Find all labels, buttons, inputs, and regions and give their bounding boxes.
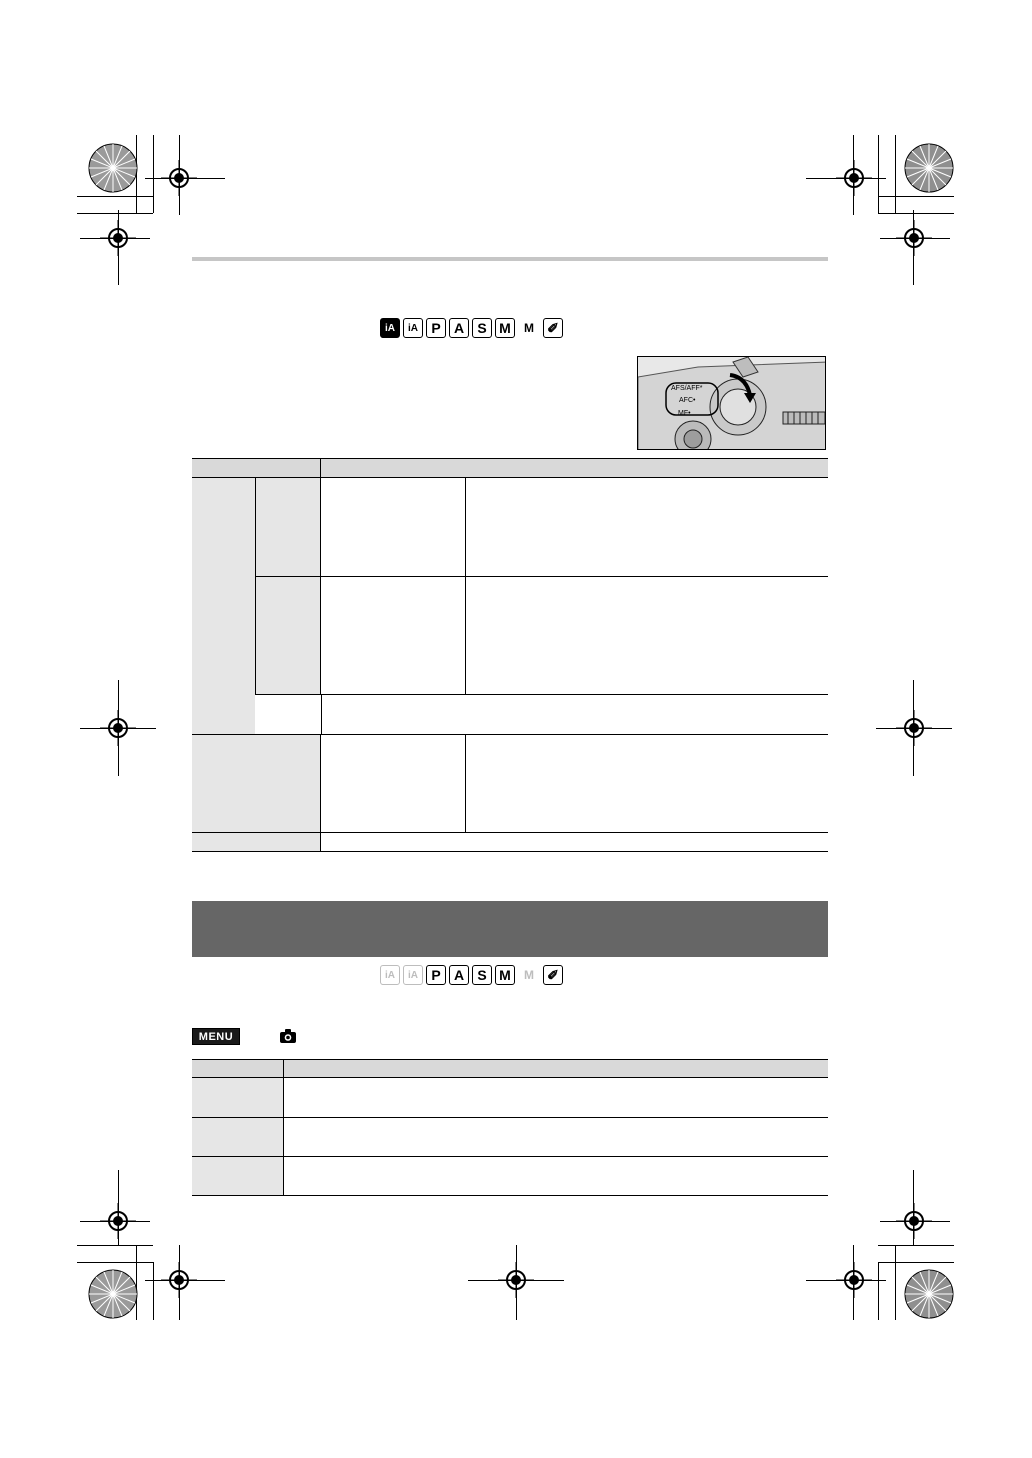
crop-mark — [878, 1262, 879, 1320]
registration-mark-icon — [161, 1262, 197, 1298]
table-header-divider — [192, 459, 321, 478]
table-row-cell — [321, 478, 466, 577]
lever-label-afs: AFS/AFF* — [671, 385, 703, 392]
crop-mark — [77, 213, 153, 214]
crop-mark — [77, 1245, 153, 1246]
mode-intelligent-auto-plus-icon: iA — [403, 318, 423, 338]
crop-mark — [153, 135, 154, 213]
mode-m-icon: M — [495, 318, 515, 338]
crop-mark — [153, 1262, 154, 1320]
menu-button-icon: MENU — [192, 1028, 240, 1045]
crop-mark — [878, 1262, 954, 1263]
crop-mark — [77, 196, 153, 197]
color-rosette-icon — [903, 1268, 955, 1320]
crop-mark — [118, 210, 119, 285]
registration-mark-icon — [100, 710, 136, 746]
mode-p-icon: P — [426, 318, 446, 338]
table-row-divider — [255, 694, 321, 695]
table-row-label — [192, 478, 255, 734]
mode-m-icon: M — [495, 965, 515, 985]
camera-icon — [279, 1028, 297, 1044]
registration-mark-icon — [100, 1203, 136, 1239]
table-header-divider — [192, 1060, 284, 1078]
table-row-cell — [321, 695, 828, 735]
crop-mark — [895, 1245, 896, 1320]
focus-mode-lever-illustration — [637, 356, 826, 450]
table-row-label — [192, 833, 321, 852]
table-row-divider — [255, 576, 321, 577]
mode-p-icon: P — [426, 965, 446, 985]
table-row-sublabel — [255, 478, 321, 695]
recording-modes-bottom — [380, 965, 563, 987]
registration-mark-icon — [161, 160, 197, 196]
crop-mark — [913, 210, 914, 285]
mode-a-icon: A — [449, 318, 469, 338]
color-rosette-icon — [87, 1268, 139, 1320]
table-row-label — [192, 735, 321, 833]
table-row-label — [192, 1078, 284, 1118]
mode-s-icon: S — [472, 318, 492, 338]
crop-mark — [895, 135, 896, 213]
mode-creative-control-icon: ✐ — [543, 318, 563, 338]
crop-mark — [878, 196, 954, 197]
table-row-cell — [284, 1157, 828, 1196]
table-header-row — [192, 1059, 828, 1078]
table-row-label — [192, 1118, 284, 1157]
mode-s-icon: S — [472, 965, 492, 985]
table-row-cell — [466, 577, 828, 695]
table-row-cell — [321, 735, 466, 833]
table-row-cell — [284, 1118, 828, 1157]
registration-mark-icon — [498, 1262, 534, 1298]
table-row-cell — [466, 478, 828, 577]
color-rosette-icon — [903, 142, 955, 194]
table-row-cell — [321, 577, 466, 695]
mode-creative-video-icon: M — [524, 321, 534, 335]
mode-creative-video-icon: M — [524, 968, 534, 982]
mode-a-icon: A — [449, 965, 469, 985]
registration-mark-icon — [836, 1262, 872, 1298]
mode-intelligent-auto-icon: iA — [380, 965, 400, 985]
crop-mark — [80, 238, 150, 239]
crop-mark — [878, 1245, 954, 1246]
section-heading-band — [192, 901, 828, 957]
registration-mark-icon — [836, 160, 872, 196]
table-row-cell — [284, 1078, 828, 1118]
crop-mark — [878, 135, 879, 213]
registration-mark-icon — [896, 1203, 932, 1239]
lever-label-afc: AFC• — [679, 397, 696, 404]
crop-mark — [880, 238, 950, 239]
table-row-cell — [466, 735, 828, 833]
mode-creative-control-icon: ✐ — [543, 965, 563, 985]
header-rule — [192, 257, 828, 261]
color-rosette-icon — [87, 142, 139, 194]
crop-mark — [77, 1262, 153, 1263]
registration-mark-icon — [896, 710, 932, 746]
lever-label-mf: MF• — [678, 410, 691, 417]
mode-intelligent-auto-icon: iA — [380, 318, 400, 338]
table-row-cell — [321, 833, 828, 852]
crop-mark — [878, 213, 954, 214]
table-row-label — [192, 1157, 284, 1196]
recording-modes-top — [380, 318, 563, 340]
mode-intelligent-auto-plus-icon: iA — [403, 965, 423, 985]
